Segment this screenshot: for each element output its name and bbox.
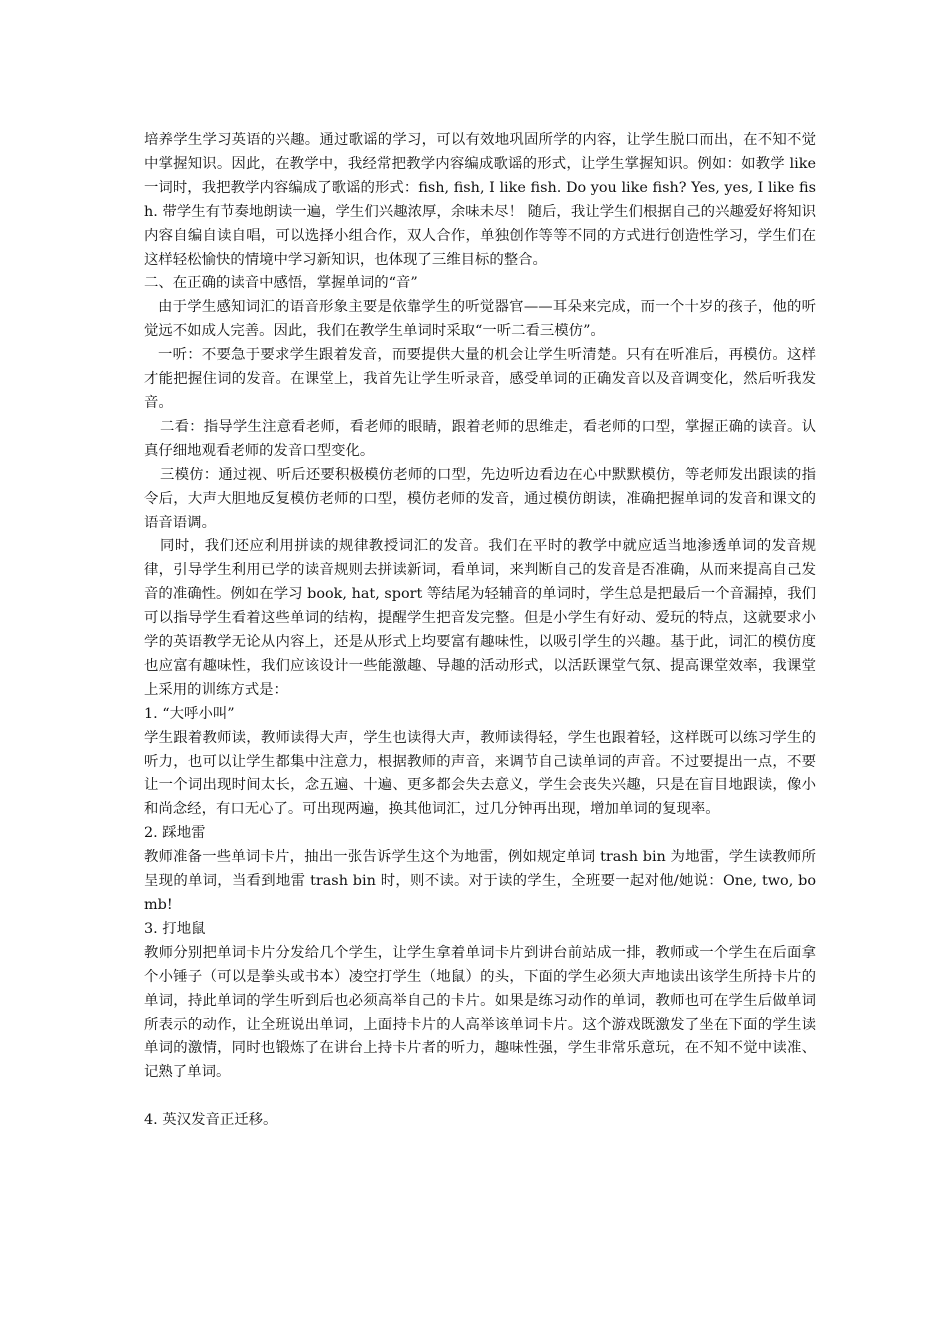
paragraph-listen: 一听：不要急于要求学生跟着发音，而要提供大量的机会让学生听清楚。只有在听准后，再模仿。这样才能把握住词的发音。在课堂上，我首先让学生听录音，感受单词的正确发音以及音调变化，然后听我发音。 <box>144 347 816 411</box>
paragraph-spelling-rules: 同时，我们还应利用拼读的规律教授词汇的发音。我们在平时的教学中就应适当地渗透单词的发音规律，引导学生利用已学的读音规则去拼读新词，看单词，来判断自己的发音是否准确，从而来提高自己发音的准确性。例如在学习 book, hat, sport 等结尾为轻辅音的单词时，学生总是把最后一个音漏掉，我们可以指导学生看着这些单词的结构，提醒学生把音发完整。但是小学生有好动、爱玩的特点，这就要求小学的英语教学无论从内容上，还是从形式上均要富有趣味性，以吸引学生的兴趣。基于此，词汇的模仿度也应富有趣味性，我们应该设计一些能激趣、导趣的活动形式，以活跃课堂气氛、提高课堂效率，我课堂上采用的训练方式是： <box>144 538 816 698</box>
paragraph-songs: 培养学生学习英语的兴趣。通过歌谣的学习，可以有效地巩固所学的内容，让学生脱口而出，在不知不觉中掌握知识。因此，在教学中，我经常把教学内容编成歌谣的形式，让学生掌握知识。例如：如教学 like 一词时，我把教学内容编成了歌谣的形式：fish, fish, I like fish. Do you like fish? Yes, yes, I like fish. 带学生有节奏地朗读一遍，学生们兴趣浓厚，余味未尽！ 随后，我让学生们根据自己的兴趣爱好将知识内容自编自读自唱，可以选择小组合作，双人合作，单独创作等等不同的方式进行创造性学习，学生们在这样轻松愉快的情境中学习新知识，也体现了三维目标的整合。 <box>144 132 816 268</box>
activity-body-1: 学生跟着教师读，教师读得大声，学生也读得大声，教师读得轻，学生也跟着轻，这样既可以练习学生的听力，也可以让学生都集中注意力，根据教师的声音，来调节自己读单词的声音。不过要提出一点，不要让一个词出现时间太长，念五遍、十遍、更多都会失去意义，学生会丧失兴趣，只是在盲目地跟读，像小和尚念经，有口无心了。可出现两遍，换其他词汇，过几分钟再出现，增加单词的复现率。 <box>144 729 816 818</box>
paragraph-imitate: 三模仿：通过视、听后还要积极模仿老师的口型，先边听边看边在心中默默模仿，等老师发出跟读的指令后，大声大胆地反复模仿老师的口型，模仿老师的发音，通过模仿朗读，准确把握单词的发音和课文的语音语调。 <box>144 466 816 531</box>
section-heading-pronunciation: 二、在正确的读音中感悟，掌握单词的“音” <box>144 275 418 292</box>
document-page <box>144 129 816 1133</box>
activity-title-1: 1. “大呼小叫” <box>144 705 235 722</box>
activity-body-3: 教师分别把单词卡片分发给几个学生，让学生拿着单词卡片到讲台前站成一排，教师或一个学生在后面拿个小锤子（可以是拳头或书本）凌空打学生（地鼠）的头，下面的学生必须大声地读出该学生所持卡片的单词，持此单词的学生听到后也必须高举自己的卡片。如果是练习动作的单词，教师也可在学生后做单词所表示的动作，让全班说出单词，上面持卡片的人高举该单词卡片。这个游戏既激发了坐在下面的学生读单词的激情，同时也锻炼了在讲台上持卡片者的听力，趣味性强，学生非常乐意玩，在不知不觉中读准、记熟了单词。 <box>144 944 816 1081</box>
activity-title-2: 2. 踩地雷 <box>144 825 206 842</box>
activity-body-2: 教师准备一些单词卡片，抽出一张告诉学生这个为地雷，例如规定单词 trash bin 为地雷，学生读教师所呈现的单词，当看到地雷 trash bin 时，则不读。对于读的学生，全班要一起对他/她说：One, two, bomb! <box>144 849 816 913</box>
blank-line <box>144 1085 816 1109</box>
activity-title-3: 3. 打地鼠 <box>144 920 206 937</box>
activity-title-4: 4. 英汉发音正迁移。 <box>144 1112 278 1129</box>
paragraph-look: 二看：指导学生注意看老师，看老师的眼睛，跟着老师的思维走，看老师的口型，掌握正确的读音。认真仔细地观看老师的发音口型变化。 <box>144 418 816 459</box>
paragraph-listen-look-imitate: 由于学生感知词汇的语音形象主要是依靠学生的听觉器官——耳朵来完成，而一个十岁的孩子，他的听觉远不如成人完善。因此，我们在教学生单词时采取“一听二看三模仿”。 <box>144 299 816 340</box>
